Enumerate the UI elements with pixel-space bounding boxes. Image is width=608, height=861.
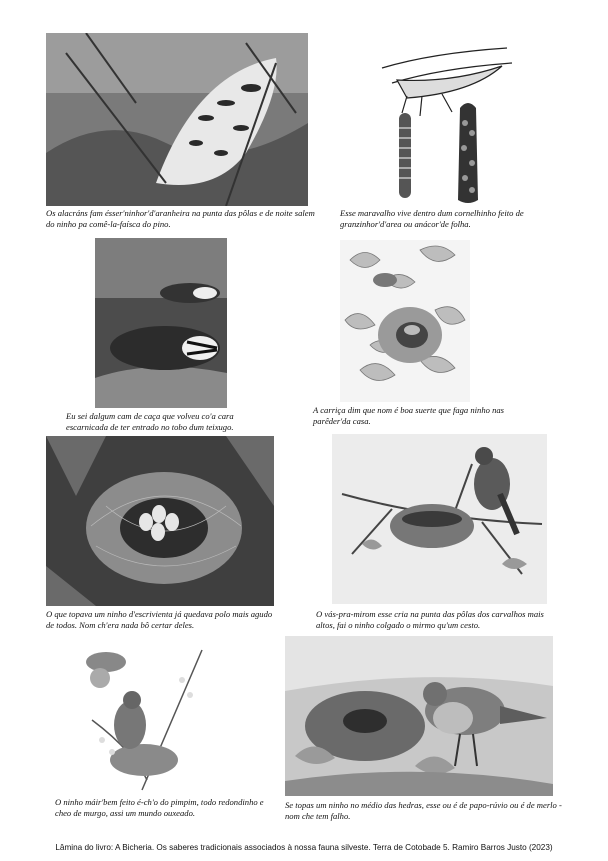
robin-illustration xyxy=(285,636,553,796)
caption-badger: Eu sei dalgum cam de caça que volveu co'a cara escarnicada de ter entrado no tobo dum teixugo. xyxy=(66,411,234,432)
footer-credit: Lâmina do livro: A Bicheria. Os saberes tradicionais associados à nossa fauna silveste. Terra de Cotobade 5. Ramiro Barros Justo (2023) xyxy=(55,843,553,852)
caption-robin: Se topas um ninho no médio das hedras, esse ou é de papo-rúvio ou é de merlo -nom che tem falho. xyxy=(285,800,562,821)
caption-wren: A carriça dim que nom é boa suerte que faga ninho nas parêder'da casa. xyxy=(313,405,505,426)
hanging-nest-illustration xyxy=(332,434,547,604)
caddisfly-illustration xyxy=(372,38,520,203)
caption-hanging-nest: O vás-pra-mirom esse cria na punta das pôlas dos carvalhos mais altos, fai o ninho colgado o mirmo qu'um cesto. xyxy=(316,609,544,630)
bird-nest-eggs-photo xyxy=(46,436,274,606)
caption-caddisfly: Esse maravalho vive dentro dum cornelhinho feito de granzinhor'd'area ou anácor'de folha. xyxy=(340,208,524,229)
chaffinch-illustration xyxy=(72,640,222,792)
caption-chaffinch: O ninho máir'bem feito é-ch'o do pimpim, todo redondinho e cheo de murgo, assi um mundo ouxeado. xyxy=(55,797,264,818)
caterpillar-nest-photo xyxy=(46,33,308,206)
caption-caterpillar-nest: Os alacráns fam ésser'ninhor'd'aranheira na punta das pôlas e de noite salem do ninho pa comê-la-faísca do pino. xyxy=(46,208,315,229)
caption-nest-eggs: O que topava um ninho d'escrivienta já quedava polo mais agudo de todos. Nom ch'era nada bô certar deles. xyxy=(46,609,273,630)
badger-illustration xyxy=(95,238,227,408)
wren-nest-illustration xyxy=(340,240,470,402)
